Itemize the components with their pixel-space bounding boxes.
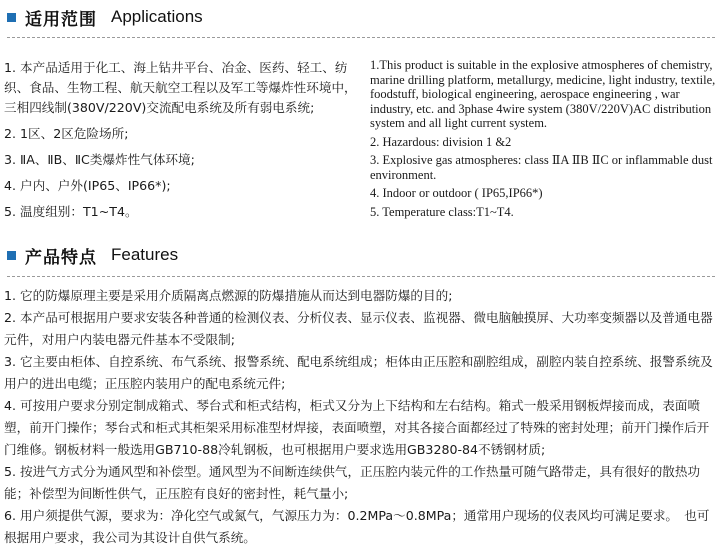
list-item: 3. 它主要由柜体、自控系统、布气系统、报警系统、配电系统组成；柜体由正压腔和副腔组成，副腔内装自控系统、报警系统及用户的进出电缆；正压腔内装用户的配电系统元件; [4,354,713,391]
section-marker-icon [7,251,16,260]
features-list [4,285,716,549]
applications-title-cn: 适用范围 [25,9,97,30]
divider [7,37,715,38]
list-item: 4. 户内、户外(IP65、IP66*); [4,178,171,193]
applications-title-en: Applications [111,7,203,26]
list-item: 3. ⅡA、ⅡB、ⅡC类爆炸性气体环境; [4,152,195,167]
list-item: 1. 本产品适用于化工、海上钻井平台、冶金、医药、轻工、纺织、食品、生物工程、航天航空工程以及军工等爆炸性环境中，三相四线制(380V/220V)交流配电系统及所有弱电系统; [4,60,357,115]
divider [7,276,715,277]
applications-cn-list [4,58,364,228]
list-item: 6. 用户须提供气源，要求为：净化空气或氮气，气源压力为：0.2MPa～0.8MPa；通常用户现场的仪表风均可满足要求。 也可根据用户要求，我公司为其设计自供气系统。 [4,508,710,545]
list-item: 2. Hazardous: division 1 &2 [370,134,512,149]
list-item: 3. Explosive gas atmospheres: class ⅡA ⅡB ⅡC or inflammable dust environment. [370,153,713,182]
list-item: 5. 温度组别：T1~T4。 [4,204,138,219]
features-header [7,244,178,266]
list-item: 2. 本产品可根据用户要求安装各种普通的检测仪表、分析仪表、显示仪表、监视器、微电脑触摸屏、大功率变频器以及普通电器元件，对用户内装电器元件基本不受限制; [4,310,713,347]
list-item: 1.This product is suitable in the explosive atmospheres of chemistry, marine drilling platform, metallurgy, medicine, light industry, textile, foodstuff, biological engineering, aerospace engineering , war industry, etc. and 3phase 4wire system (380V/220V)AC distribution system and all light current system. [370,58,716,130]
list-item: 2. 1区、2区危险场所; [4,126,129,141]
features-title-en: Features [111,245,179,264]
list-item: 5. Temperature class:T1~T4. [370,204,514,219]
features-title-cn: 产品特点 [25,247,97,268]
list-item: 4. Indoor or outdoor ( IP65,IP66*) [370,186,543,200]
applications-en-list [370,58,720,223]
applications-header [7,6,203,28]
list-item: 4. 可按用户要求分别定制成箱式、琴台式和柜式结构，柜式又分为上下结构和左右结构。箱式一般采用钢板焊接而成，表面喷塑，前开门操作；琴台式和柜式其柜架采用标准型材焊接，表面喷塑，对其各接合面都经过了特殊的密封处理；前开门操作后开门维修。钢板材料一般选用GB710-88冷轧钢板，也可根据用户要求选用GB3280-84不锈钢材质; [4,398,710,457]
section-marker-icon [7,13,16,22]
list-item: 1. 它的防爆原理主要是采用介质隔离点燃源的防爆措施从而达到电器防爆的目的; [4,288,453,303]
list-item: 5. 按进气方式分为通风型和补偿型。通风型为不间断连续供气，正压腔内装元件的工作热量可随气路带走，具有很好的散热功能；补偿型为间断性供气，正压腔有良好的密封性，耗气量小; [4,464,701,501]
